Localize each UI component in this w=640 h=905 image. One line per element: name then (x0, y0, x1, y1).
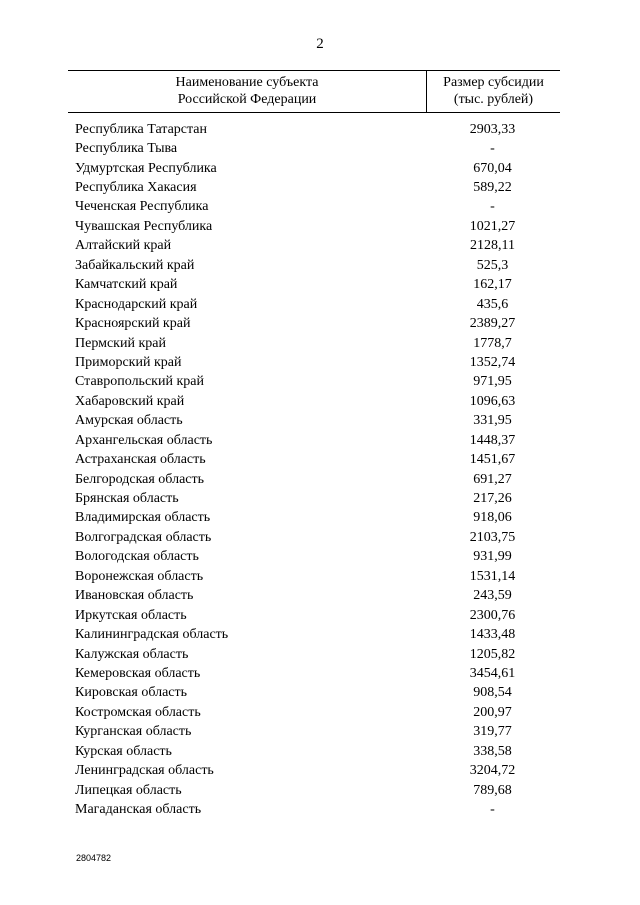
subject-name-cell: Магаданская область (75, 802, 202, 818)
subsidy-amount-cell: 589,22 (473, 180, 512, 196)
subject-name-cell: Ставропольский край (75, 374, 204, 390)
subsidy-amount-cell: 2300,76 (469, 607, 516, 623)
table-row (68, 548, 560, 567)
subsidy-amount-cell: 2103,75 (469, 529, 516, 545)
subsidy-amount-cell: 1433,48 (469, 627, 516, 643)
table-row (68, 761, 560, 780)
subsidy-amount-cell: 435,6 (476, 296, 509, 312)
subsidy-amount-cell: 691,27 (473, 471, 512, 487)
table-row (68, 120, 560, 139)
document-code: 2804782 (76, 853, 112, 863)
subject-name-cell: Кемеровская область (75, 665, 201, 681)
subsidy-amount-cell: 1531,14 (469, 568, 516, 584)
subject-name-cell: Брянская область (75, 491, 179, 507)
subject-name-cell: Амурская область (75, 413, 183, 429)
table-row (68, 723, 560, 742)
table-row (68, 800, 560, 819)
subject-name-cell: Приморский край (75, 354, 182, 370)
subsidy-amount-cell: 908,54 (473, 685, 512, 701)
table-row (68, 684, 560, 703)
table-row (68, 645, 560, 664)
subject-name-cell: Курганская область (75, 724, 192, 740)
table-row (68, 567, 560, 586)
subsidy-amount-cell: 1205,82 (469, 646, 516, 662)
header-amount-line2: (тыс. рублей) (453, 92, 534, 107)
table-row (68, 314, 560, 333)
table-row (68, 217, 560, 236)
table-row (68, 528, 560, 547)
subject-name-cell: Ивановская область (75, 588, 194, 604)
header-subsidy-amount (427, 71, 560, 112)
subsidy-amount-cell: - (490, 199, 495, 215)
subject-name-cell: Камчатский край (75, 277, 178, 293)
header-subject-name (68, 71, 427, 112)
subject-name-cell: Иркутская область (75, 607, 187, 623)
subject-name-cell: Республика Тыва (75, 141, 178, 157)
table-row (68, 489, 560, 508)
table-row (68, 334, 560, 353)
subsidy-amount-cell: 2389,27 (469, 316, 516, 332)
subject-name-cell: Архангельская область (75, 432, 213, 448)
subsidy-amount-cell: 319,77 (473, 724, 512, 740)
page-number: 2 (316, 36, 324, 52)
subsidy-amount-cell: 1451,67 (469, 452, 516, 468)
header-name-line2: Российской Федерации (177, 92, 317, 107)
table-body (68, 120, 560, 820)
table-row (68, 781, 560, 800)
table-row (68, 450, 560, 469)
subject-name-cell: Белгородская область (75, 471, 205, 487)
subject-name-cell: Республика Татарстан (75, 121, 208, 137)
subject-name-cell: Красноярский край (75, 316, 191, 332)
subsidy-amount-cell: 217,26 (473, 491, 512, 507)
table-row (68, 587, 560, 606)
subsidy-amount-cell: 971,95 (473, 374, 512, 390)
table-row (68, 353, 560, 372)
subsidy-amount-cell: 789,68 (473, 782, 512, 798)
subject-name-cell: Астраханская область (75, 452, 206, 468)
subsidy-amount-cell: 1096,63 (469, 393, 516, 409)
table-row (68, 703, 560, 722)
subsidy-amount-cell: 162,17 (473, 277, 512, 293)
subsidy-amount-cell: 525,3 (476, 257, 509, 273)
subject-name-cell: Пермский край (75, 335, 166, 351)
subject-name-cell: Калининградская область (75, 627, 229, 643)
subsidy-amount-cell: - (490, 802, 495, 818)
subject-name-cell: Удмуртская Республика (75, 160, 217, 176)
table-row (68, 373, 560, 392)
subject-name-cell: Липецкая область (75, 782, 182, 798)
subject-name-cell: Чувашская Республика (75, 218, 213, 234)
table-header (68, 70, 560, 113)
subsidy-amount-cell: 1021,27 (469, 218, 516, 234)
subject-name-cell: Волгоградская область (75, 529, 212, 545)
table-row (68, 392, 560, 411)
table-row (68, 178, 560, 197)
table-row (68, 256, 560, 275)
table-row (68, 237, 560, 256)
subject-name-cell: Ленинградская область (75, 763, 214, 779)
header-amount-line1: Размер субсидии (443, 75, 544, 90)
subsidy-table (68, 70, 560, 820)
table-row (68, 159, 560, 178)
table-row (68, 606, 560, 625)
subsidy-amount-cell: 931,99 (473, 549, 512, 565)
subject-name-cell: Хабаровский край (75, 393, 185, 409)
subsidy-amount-cell: - (490, 141, 495, 157)
header-name-line1: Наименование субъекта (175, 75, 319, 90)
subsidy-amount-cell: 1778,7 (473, 335, 512, 351)
subject-name-cell: Курская область (75, 743, 172, 759)
subsidy-amount-cell: 3454,61 (469, 665, 516, 681)
subject-name-cell: Вологодская область (75, 549, 199, 565)
table-row (68, 295, 560, 314)
subsidy-amount-cell: 2903,33 (469, 121, 516, 137)
table-row (68, 509, 560, 528)
subsidy-amount-cell: 331,95 (473, 413, 512, 429)
subject-name-cell: Чеченская Республика (75, 199, 209, 215)
subject-name-cell: Кировская область (75, 685, 188, 701)
subject-name-cell: Воронежская область (75, 568, 204, 584)
table-row (68, 412, 560, 431)
table-row (68, 625, 560, 644)
table-row (68, 470, 560, 489)
table-row (68, 431, 560, 450)
subject-name-cell: Калужская область (75, 646, 189, 662)
subsidy-amount-cell: 1448,37 (469, 432, 516, 448)
subject-name-cell: Забайкальский край (75, 257, 195, 273)
table-row (68, 742, 560, 761)
subsidy-amount-cell: 1352,74 (469, 354, 516, 370)
table-row (68, 198, 560, 217)
subsidy-amount-cell: 670,04 (473, 160, 512, 176)
subsidy-amount-cell: 200,97 (473, 704, 512, 720)
subject-name-cell: Костромская область (75, 704, 201, 720)
table-row (68, 139, 560, 158)
subsidy-amount-cell: 338,58 (473, 743, 512, 759)
table-row (68, 664, 560, 683)
subject-name-cell: Краснодарский край (75, 296, 198, 312)
subsidy-amount-cell: 3204,72 (469, 763, 516, 779)
subject-name-cell: Владимирская область (75, 510, 211, 526)
table-row (68, 276, 560, 295)
subsidy-amount-cell: 2128,11 (470, 238, 515, 254)
subsidy-amount-cell: 243,59 (473, 588, 512, 604)
subsidy-amount-cell: 918,06 (473, 510, 512, 526)
subject-name-cell: Алтайский край (75, 238, 172, 254)
subject-name-cell: Республика Хакасия (75, 180, 197, 196)
